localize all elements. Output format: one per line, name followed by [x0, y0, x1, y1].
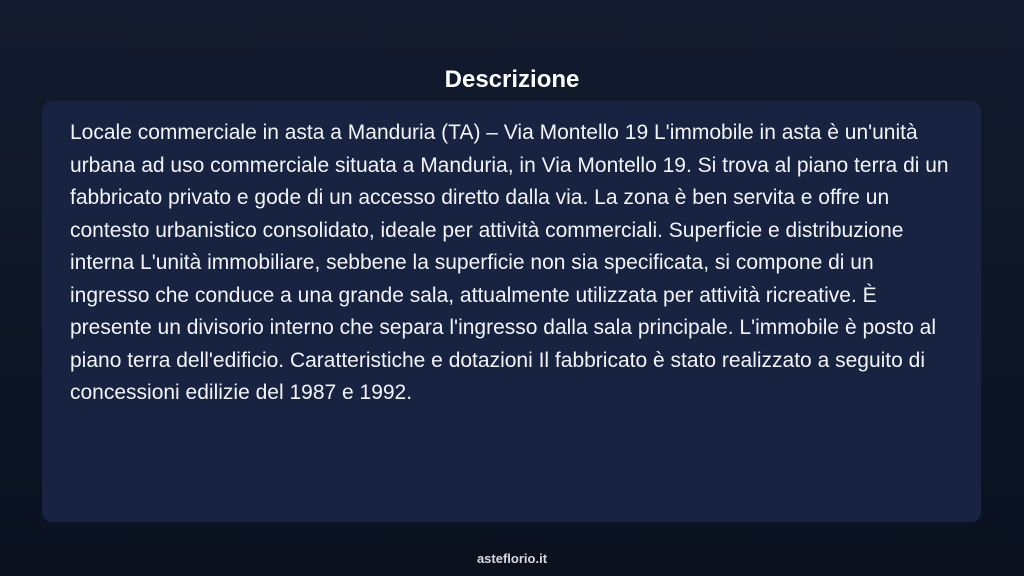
description-card — [42, 101, 981, 522]
footer-site-label: asteflorio.it — [476, 551, 548, 566]
description-text: Locale commerciale in asta a Manduria (TA) – Via Montello 19 L'immobile in asta è un'unità urbana ad uso commerciale situata a Manduria, in Via Montello 19. Si trova al piano terra di un fabbricato privato e gode di un accesso diretto dalla via. La zona è ben servita e offre un contesto urbanistico consolidato, ideale per attività commerciali. Superficie e distribuzione interna L'unità immobiliare, sebbene la superficie non sia specificata, si compone di un ingresso che conduce a una grande sala, attualmente utilizzata per attività ricreative. È presente un divisorio interno che separa l'ingresso dalla sala principale. L'immobile è posto al piano terra dell'edificio. Caratteristiche e dotazioni Il fabbricato è stato realizzato a seguito di concessioni edilizie del 1987 e 1992. — [70, 121, 949, 404]
footer-bar — [0, 543, 1024, 576]
page-title: Descrizione — [444, 66, 580, 94]
